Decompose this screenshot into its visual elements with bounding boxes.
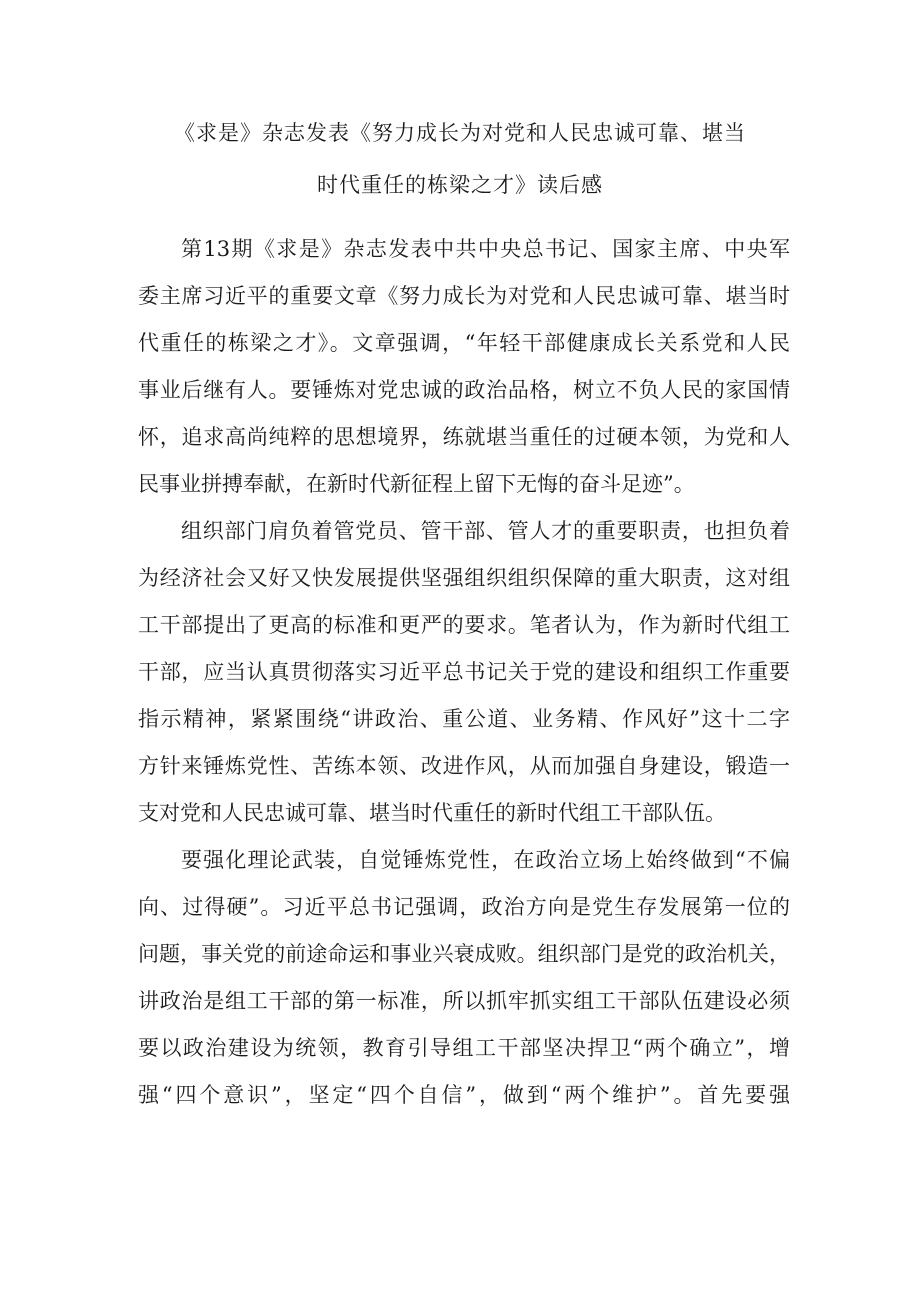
- paragraph-1-line-5: 怀，追求高尚纯粹的思想境界，练就堪当重任的过硬本领，为党和人: [138, 425, 790, 449]
- paragraph-2-line-7: 支对党和人民忠诚可靠、堪当时代重任的新时代组工干部队伍。: [138, 801, 726, 825]
- paragraph-2-line-1: 组织部门肩负着管党员、管干部、管人才的重要职责，也担负着: [181, 519, 790, 543]
- paragraph-1-line-6: 民事业拼搏奉献，在新时代新征程上留下无悔的奋斗足迹”。: [138, 472, 695, 496]
- paragraph-2-line-6: 方针来锤炼党性、苦练本领、改进作风，从而加强自身建设，锻造一: [138, 754, 790, 778]
- paragraph-3-line-3: 问题，事关党的前途命运和事业兴衰成败。组织部门是党的政治机关，: [138, 942, 790, 966]
- paragraph-1-line-4: 事业后继有人。要锤炼对党忠诚的政治品格，树立不负人民的家国情: [138, 378, 790, 402]
- paragraph-2-line-2: 为经济社会又好又快发展提供坚强组织组织保障的重大职责，这对组: [138, 566, 790, 590]
- paragraph-1-line-3: 代重任的栋梁之才》。文章强调，“年轻干部健康成长关系党和人民: [138, 331, 790, 355]
- paragraph-1-line-2: 委主席习近平的重要文章《努力成长为对党和人民忠诚可靠、堪当时: [138, 284, 790, 308]
- paragraph-3-line-2: 向、过得硬”。习近平总书记强调，政治方向是党生存发展第一位的: [138, 895, 790, 919]
- paragraph-2-line-5: 指示精神，紧紧围绕“讲政治、重公道、业务精、作风好”这十二字: [138, 707, 790, 731]
- paragraph-1-line-1: 第13期《求是》杂志发表中共中央总书记、国家主席、中央军: [181, 237, 790, 261]
- paragraph-3-line-5: 要以政治建设为统领，教育引导组工干部坚决捍卫“两个确立”，增: [138, 1036, 790, 1060]
- document-title-line-2: 时代重任的栋梁之才》读后感: [317, 173, 603, 197]
- paragraph-3-line-6: 强“四个意识”，坚定“四个自信”，做到“两个维护”。首先要强: [138, 1083, 790, 1107]
- document-title-line-1: 《求是》杂志发表《努力成长为对党和人民忠诚可靠、堪当: [174, 121, 746, 145]
- paragraph-3-line-4: 讲政治是组工干部的第一标准，所以抓牢抓实组工干部队伍建设必须: [138, 989, 790, 1013]
- paragraph-3-line-1: 要强化理论武装，自觉锤炼党性，在政治立场上始终做到“不偏: [181, 848, 790, 872]
- paragraph-2-line-3: 工干部提出了更高的标准和更严的要求。笔者认为，作为新时代组工: [138, 613, 790, 637]
- paragraph-2-line-4: 干部，应当认真贯彻落实习近平总书记关于党的建设和组织工作重要: [138, 660, 790, 684]
